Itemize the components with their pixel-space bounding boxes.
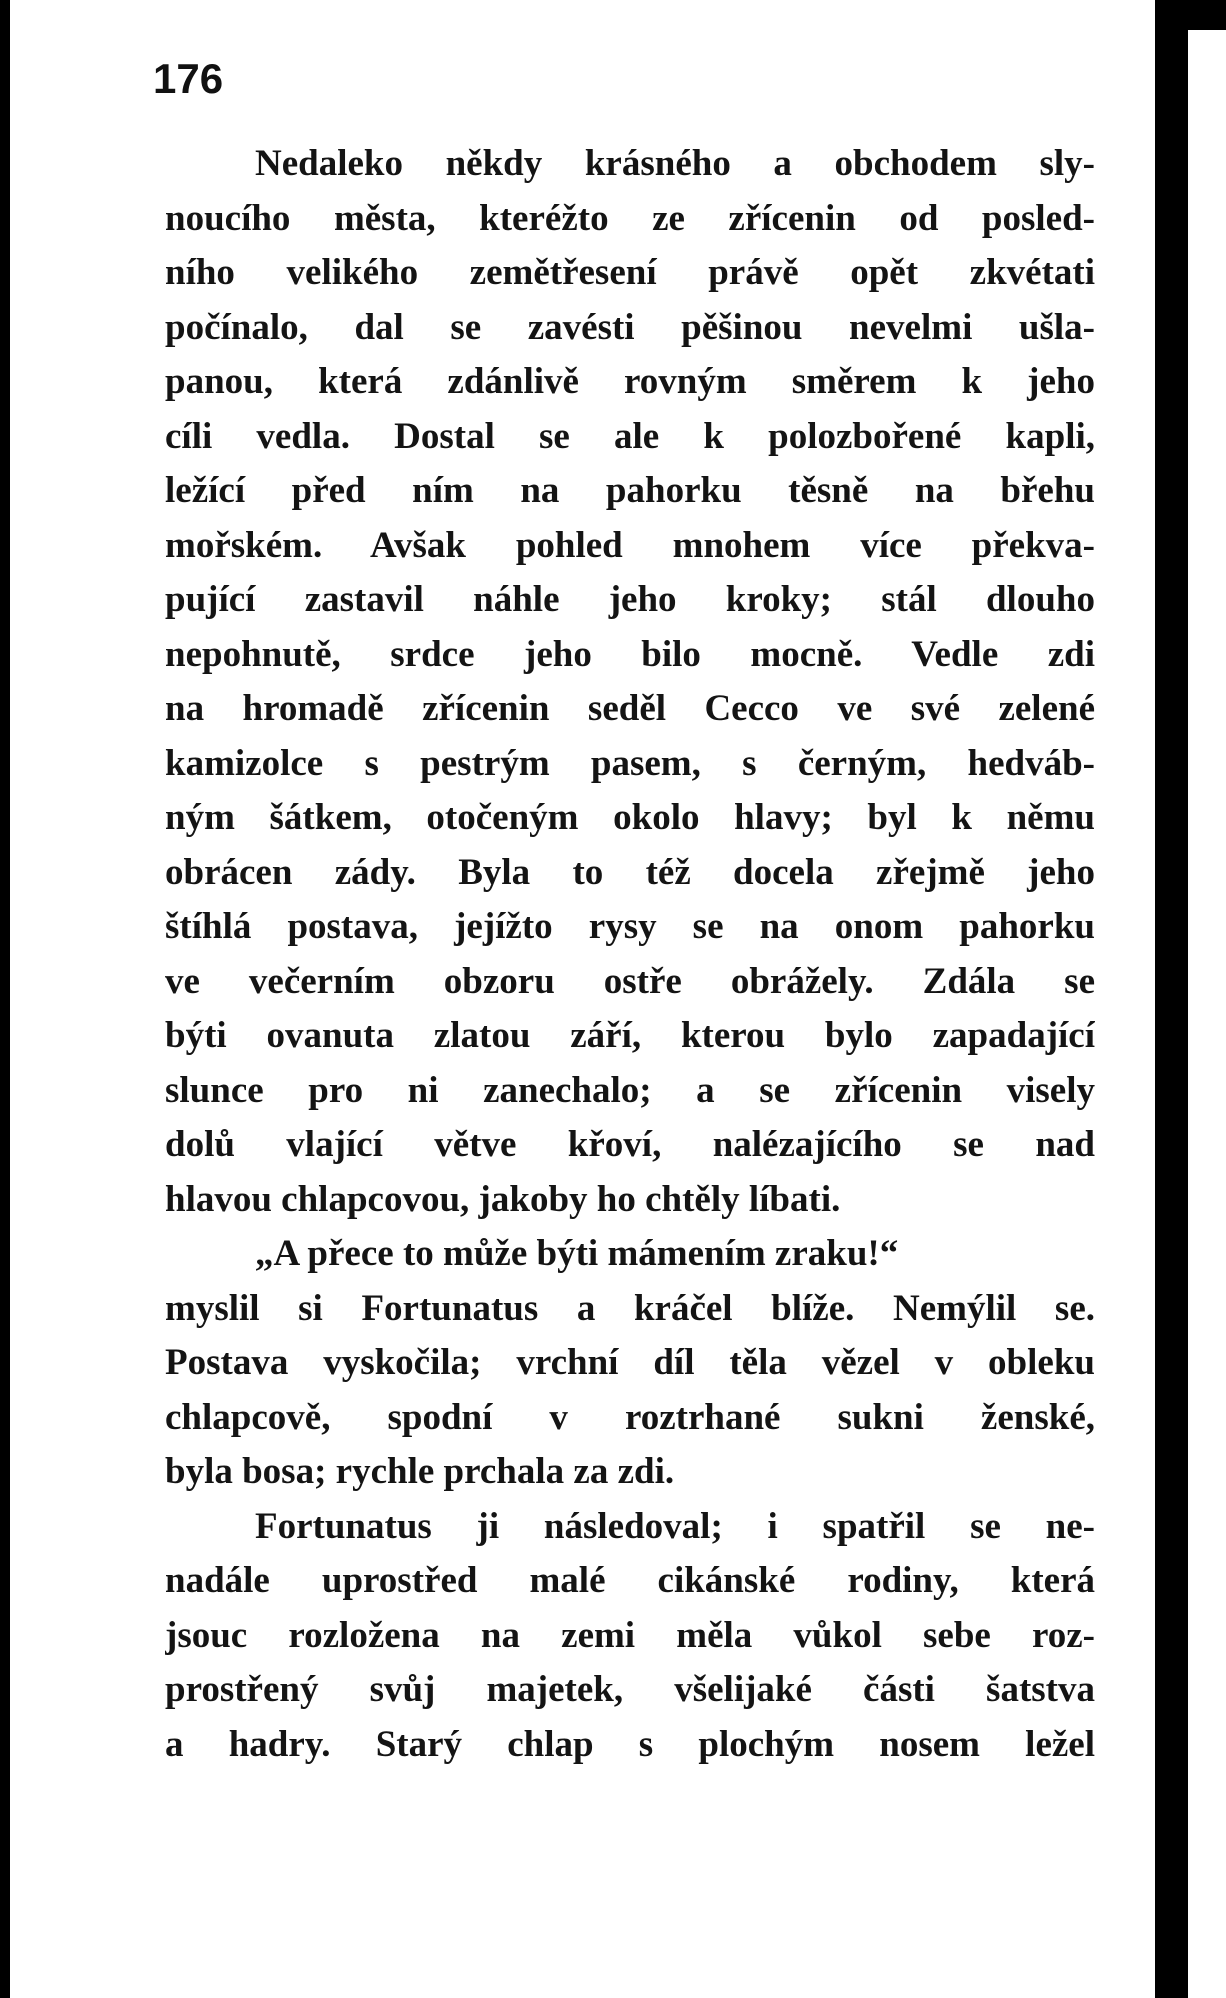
book-page xyxy=(10,0,1155,1998)
text-line: slunce pro ni zanechalo; a se zřícenin visely xyxy=(165,1069,1095,1111)
text-line: ního velikého zemětřesení právě opět zkvétati xyxy=(165,252,1095,293)
text-line: nepohnutě, srdce jeho bilo mocně. Vedle zdi xyxy=(165,633,1095,675)
text-line: a hadry. Starý chlap s plochým nosem ležel xyxy=(165,1723,1095,1765)
text-line: ným šátkem, otočeným okolo hlavy; byl k němu xyxy=(165,797,1095,838)
body-text xyxy=(165,137,1095,1772)
text-line: Fortunatus ji následoval; i spatřil se ne- xyxy=(255,1505,1095,1547)
text-line: cíli vedla. Dostal se ale k polozbořené kapli, xyxy=(165,415,1095,457)
text-line: nadále uprostřed malé cikánské rodiny, která xyxy=(165,1560,1095,1601)
text-line: mořském. Avšak pohled mnohem více překva- xyxy=(165,524,1095,566)
text-line: dolů vlající větve křoví, nalézajícího se nad xyxy=(165,1124,1095,1165)
text-line: ležící před ním na pahorku těsně na břehu xyxy=(165,470,1095,511)
text-line: na hromadě zřícenin seděl Cecco ve své zelené xyxy=(165,688,1095,729)
text-line: panou, která zdánlivě rovným směrem k jeho xyxy=(165,361,1095,402)
text-line: štíhlá postava, jejížto rysy se na onom pahorku xyxy=(165,906,1095,947)
text-line: ve večerním obzoru ostře obrážely. Zdála se xyxy=(165,960,1095,1002)
text-line: kamizolce s pestrým pasem, s černým, hedváb- xyxy=(165,742,1095,784)
text-line: počínalo, dal se zavésti pěšinou nevelmi ušla- xyxy=(165,306,1095,348)
text-line: chlapcově, spodní v roztrhané sukni ženské, xyxy=(165,1396,1095,1438)
text-line: býti ovanuta zlatou září, kterou bylo zapadající xyxy=(165,1015,1095,1056)
text-line: noucího města, kteréžto ze zřícenin od posled- xyxy=(165,197,1095,239)
text-line: hlavou chlapcovou, jakoby ho chtěly líbati. xyxy=(165,1178,841,1220)
next-page-edge xyxy=(1188,30,1226,1998)
text-line: obrácen zády. Byla to též docela zřejmě jeho xyxy=(165,851,1095,893)
text-line: myslil si Fortunatus a kráčel blíže. Nemýlil se. xyxy=(165,1287,1095,1329)
text-line: „A přece to může býti mámením zraku!“ xyxy=(255,1233,899,1274)
text-line: jsouc rozložena na zemi měla vůkol sebe roz- xyxy=(165,1614,1095,1656)
text-line: pující zastavil náhle jeho kroky; stál dlouho xyxy=(165,579,1095,620)
text-line: byla bosa; rychle prchala za zdi. xyxy=(165,1451,675,1492)
page-number: 176 xyxy=(153,55,224,102)
text-line: Nedaleko někdy krásného a obchodem sly- xyxy=(255,143,1095,184)
text-line: prostřený svůj majetek, všelijaké části šatstva xyxy=(165,1669,1095,1710)
text-line: Postava vyskočila; vrchní díl těla vězel v obleku xyxy=(165,1342,1095,1383)
